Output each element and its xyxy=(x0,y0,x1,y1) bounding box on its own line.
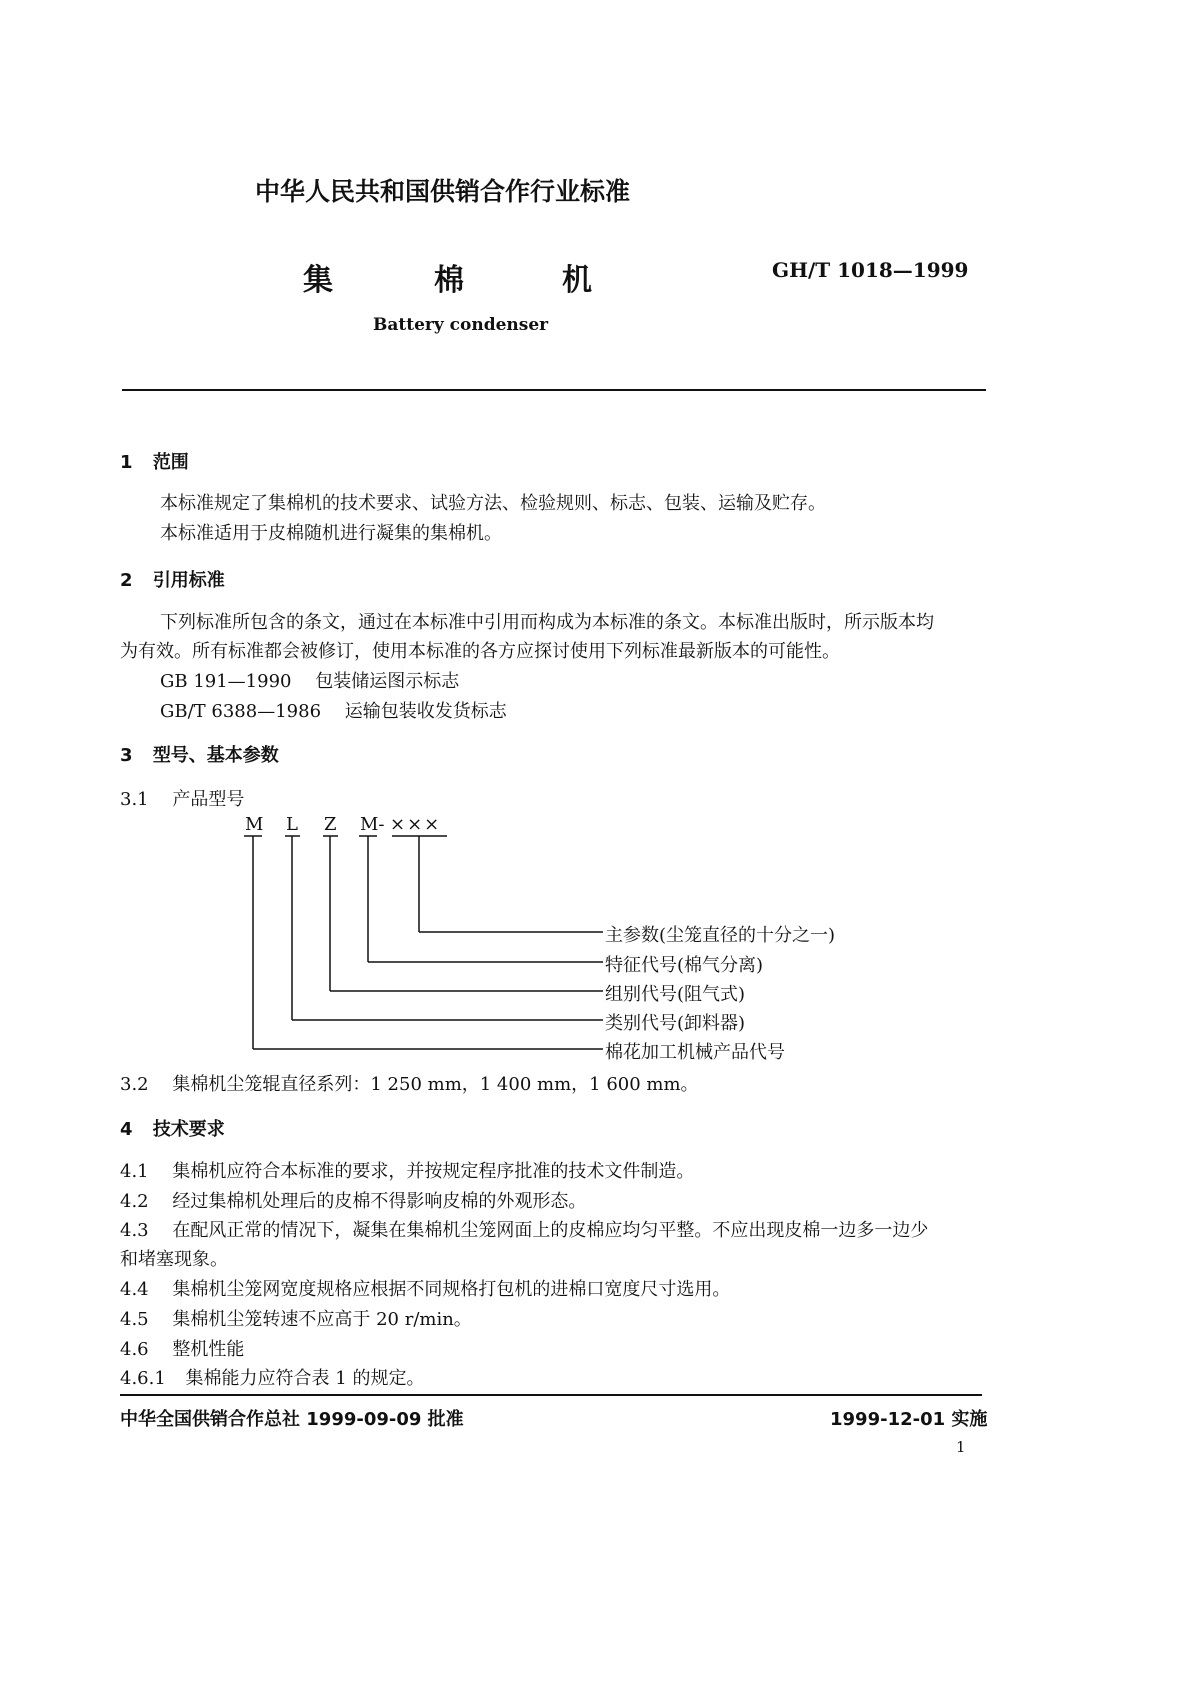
subsection-title: 产品型号 xyxy=(172,789,245,810)
org-title: 中华人民共和国供销合作行业标准 xyxy=(255,177,631,206)
subsection-text: 集棉机尘笼辊直径系列：1 250 mm，1 400 mm，1 600 mm。 xyxy=(172,1074,699,1095)
clause-4-3-continuation: 和堵塞现象。 xyxy=(120,1249,228,1270)
clause-text: 集棉能力应符合表 1 的规定。 xyxy=(185,1368,425,1389)
section-title: 型号、基本参数 xyxy=(152,745,279,766)
clause-4-2 xyxy=(120,1187,586,1213)
page-number: 1 xyxy=(956,1438,966,1456)
doc-title-char-1: 集 xyxy=(303,263,333,298)
approval-line: 中华全国供销合作总社 1999-09-09 批准 xyxy=(120,1409,464,1430)
reference-title: 运输包装收发货标志 xyxy=(344,701,507,722)
section-title: 范围 xyxy=(152,452,189,473)
reference-code: GB/T 6388—1986 xyxy=(160,701,322,722)
section-number: 3 xyxy=(120,745,133,766)
clause-4-6 xyxy=(120,1335,244,1361)
clause-text: 在配风正常的情况下，凝集在集棉机尘笼网面上的皮棉应均匀平整。不应出现皮棉一边多一边少 xyxy=(172,1220,929,1241)
model-label-main-parameter: 主参数(尘笼直径的十分之一) xyxy=(605,925,836,946)
section-title: 技术要求 xyxy=(152,1119,225,1140)
model-label-feature-code: 特征代号(棉气分离) xyxy=(605,955,764,976)
model-label-category-code: 类别代号(卸料器) xyxy=(605,1013,746,1034)
clause-number: 4.3 xyxy=(120,1220,149,1241)
section-2-intro-line-1: 下列标准所包含的条文，通过在本标准中引用而构成为本标准的条文。本标准出版时，所示版本均 xyxy=(160,612,934,633)
clause-number: 4.1 xyxy=(120,1161,149,1182)
subsection-number: 3.1 xyxy=(120,789,149,810)
doc-title-char-3: 机 xyxy=(562,263,592,298)
clause-text: 集棉机应符合本标准的要求，并按规定程序批准的技术文件制造。 xyxy=(172,1161,695,1182)
clause-number: 4.2 xyxy=(120,1191,149,1212)
clause-number: 4.6.1 xyxy=(120,1368,166,1389)
section-title: 引用标准 xyxy=(152,570,225,591)
clause-4-3 xyxy=(120,1216,928,1242)
clause-text: 集棉机尘笼转速不应高于 20 r/min。 xyxy=(172,1309,472,1330)
clause-4-1 xyxy=(120,1157,694,1183)
section-4-heading xyxy=(120,1115,225,1141)
model-label-product-code: 棉花加工机械产品代号 xyxy=(605,1042,785,1063)
model-letter-z: Z xyxy=(324,814,337,835)
model-label-group-code: 组别代号(阻气式) xyxy=(605,984,746,1005)
clause-number: 4.4 xyxy=(120,1279,149,1300)
model-letter-m-dash: M- xyxy=(360,814,385,835)
section-1-paragraph-2: 本标准适用于皮棉随机进行凝集的集棉机。 xyxy=(160,523,502,544)
clause-number: 4.6 xyxy=(120,1339,149,1360)
model-letter-m: M xyxy=(245,814,264,835)
section-2-intro-line-2: 为有效。所有标准都会被修订，使用本标准的各方应探讨使用下列标准最新版本的可能性。 xyxy=(120,641,840,662)
clause-number: 4.5 xyxy=(120,1309,149,1330)
english-title: Battery condenser xyxy=(373,315,549,335)
clause-4-6-1 xyxy=(120,1364,424,1390)
doc-code: GH/T 1018—1999 xyxy=(772,258,969,282)
clause-text: 整机性能 xyxy=(172,1339,245,1360)
model-letter-l: L xyxy=(286,814,298,835)
clause-4-4 xyxy=(120,1275,730,1301)
clause-text: 经过集棉机处理后的皮棉不得影响皮棉的外观形态。 xyxy=(172,1191,587,1212)
section-1-paragraph-1: 本标准规定了集棉机的技术要求、试验方法、检验规则、标志、包装、运输及贮存。 xyxy=(160,493,826,514)
footer-divider xyxy=(120,1394,982,1396)
doc-title-char-2: 棉 xyxy=(434,263,464,298)
clause-text: 集棉机尘笼网宽度规格应根据不同规格打包机的进棉口宽度尺寸选用。 xyxy=(172,1279,731,1300)
section-number: 1 xyxy=(120,452,133,473)
reference-title: 包装储运图示标志 xyxy=(315,671,460,692)
clause-4-5 xyxy=(120,1305,472,1331)
reference-code: GB 191—1990 xyxy=(160,671,292,692)
subsection-3-2 xyxy=(120,1070,699,1096)
subsection-number: 3.2 xyxy=(120,1074,149,1095)
section-number: 2 xyxy=(120,570,133,591)
implementation-line: 1999-12-01 实施 xyxy=(830,1409,988,1430)
model-letter-xxx: ××× xyxy=(390,814,442,835)
section-number: 4 xyxy=(120,1119,133,1140)
